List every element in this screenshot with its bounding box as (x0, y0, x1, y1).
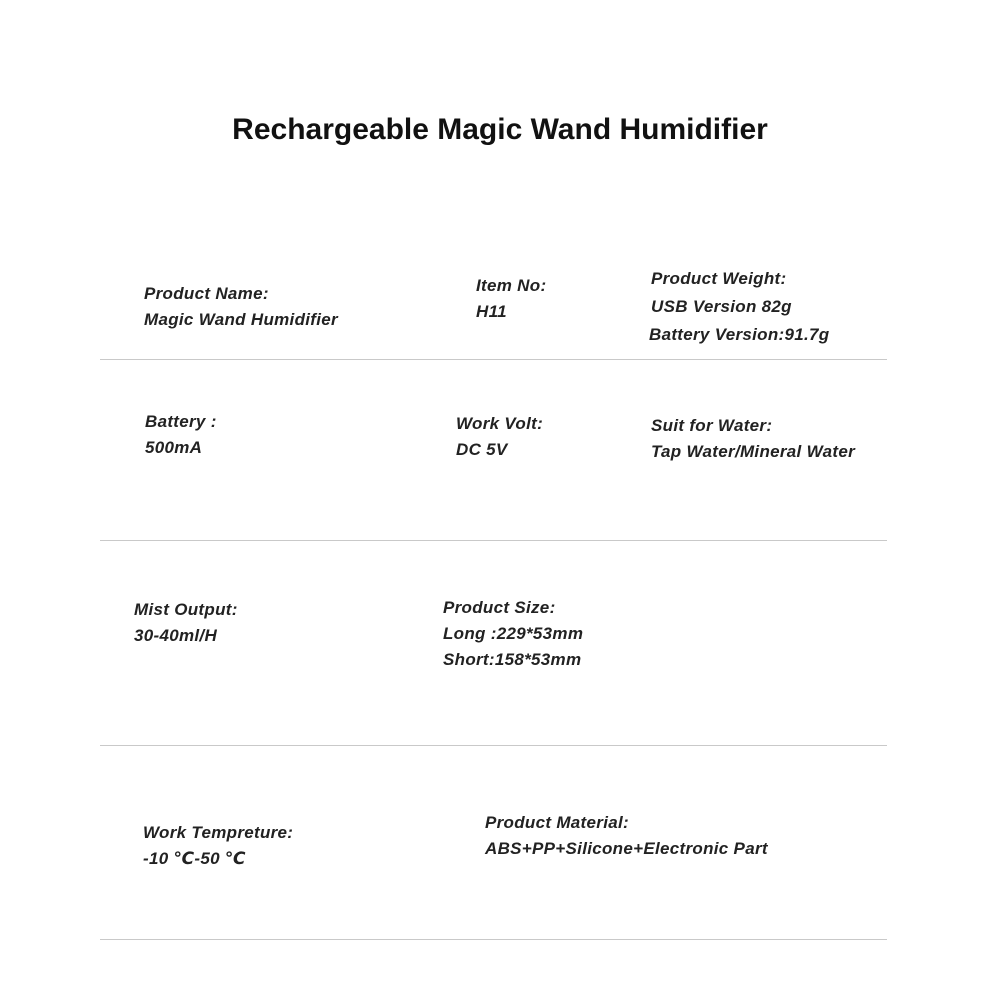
spec-value: ABS+PP+Silicone+Electronic Part (485, 839, 768, 858)
spec-label: Work Tempreture: (143, 823, 294, 842)
spec-battery (145, 409, 217, 461)
spec-value: -10 ℃-50 ℃ (143, 849, 246, 868)
spec-value: Short:158*53mm (443, 650, 582, 669)
spec-product-size (443, 595, 583, 673)
spec-value: Long :229*53mm (443, 624, 584, 643)
spec-label: Item No: (476, 276, 547, 295)
spec-product-weight (651, 265, 829, 349)
spec-work-temperature (143, 820, 293, 872)
spec-value: 30-40ml/H (134, 626, 218, 645)
spec-mist-output (134, 597, 238, 649)
spec-value: Battery Version:91.7g (649, 325, 830, 344)
spec-value: DC 5V (456, 440, 508, 459)
row-divider (100, 939, 887, 940)
spec-product-material (485, 810, 768, 862)
spec-value: 500mA (145, 438, 203, 457)
spec-label: Product Name: (144, 284, 269, 303)
spec-value: Tap Water/Mineral Water (651, 442, 856, 461)
spec-label: Product Size: (443, 598, 556, 617)
spec-product-name (144, 281, 338, 333)
spec-label: Suit for Water: (651, 416, 773, 435)
row-divider (100, 745, 887, 746)
spec-suit-for-water (651, 413, 855, 465)
spec-value: USB Version 82g (651, 297, 792, 316)
spec-label: Work Volt: (456, 414, 544, 433)
spec-value: H11 (476, 302, 507, 321)
page-title: Rechargeable Magic Wand Humidifier (232, 113, 768, 146)
spec-label: Mist Output: (134, 600, 238, 619)
spec-label: Product Material: (485, 813, 629, 832)
spec-item-no (476, 273, 546, 325)
spec-label: Battery : (145, 412, 217, 431)
spec-work-volt (456, 411, 543, 463)
spec-value: Magic Wand Humidifier (144, 310, 338, 329)
spec-label: Product Weight: (651, 269, 787, 288)
row-divider (100, 540, 887, 541)
row-divider (100, 359, 887, 360)
